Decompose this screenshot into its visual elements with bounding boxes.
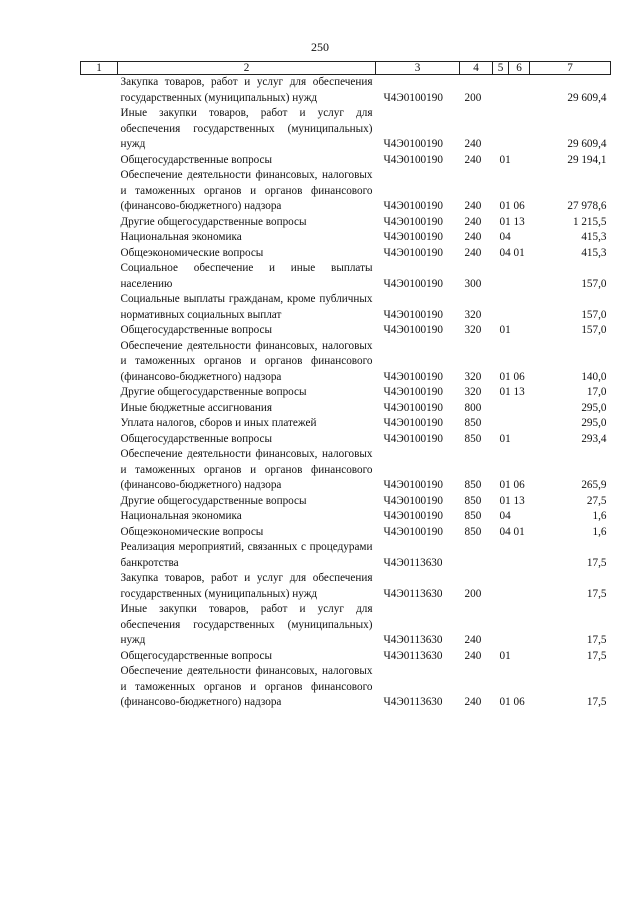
row-index-cell bbox=[81, 664, 118, 711]
row-name-cell: Обеспечение деятельности финансовых, налоговых и таможенных органов и органов финансового (финансово-бюджетного) надзора bbox=[120, 339, 373, 383]
row-code-cell: Ч4Э0100190 bbox=[383, 91, 443, 104]
row-code-cell: Ч4Э0100190 bbox=[383, 370, 443, 383]
row-expense-type-cell: 320 bbox=[464, 386, 482, 398]
row-index-cell bbox=[81, 339, 118, 386]
row-code-cell: Ч4Э0113630 bbox=[383, 556, 443, 569]
row-code-cell: Ч4Э0100190 bbox=[383, 153, 443, 166]
row-index-cell bbox=[81, 540, 118, 571]
row-index-cell bbox=[81, 323, 118, 339]
table-row bbox=[81, 447, 611, 494]
row-section-subsection-cell bbox=[493, 602, 530, 649]
row-amount-cell: 157,0 bbox=[581, 324, 607, 336]
row-amount-cell: 29 609,4 bbox=[567, 138, 607, 150]
row-index-cell bbox=[81, 571, 118, 602]
page-number: 250 bbox=[311, 40, 329, 54]
row-code-cell: Ч4Э0100190 bbox=[383, 324, 443, 336]
row-expense-type-cell: 200 bbox=[464, 91, 482, 104]
row-section-subsection-cell bbox=[493, 292, 530, 323]
row-section-subsection-cell: 01 bbox=[499, 153, 511, 166]
row-index-cell bbox=[81, 494, 118, 510]
table-row bbox=[81, 416, 611, 432]
row-expense-type-cell bbox=[460, 540, 493, 571]
row-amount-cell: 293,4 bbox=[581, 432, 607, 445]
table-header-row bbox=[81, 62, 611, 75]
table-row bbox=[81, 246, 611, 262]
row-index-cell bbox=[81, 106, 118, 153]
row-expense-type-cell: 240 bbox=[464, 138, 482, 150]
row-name-cell: Иные бюджетные ассигнования bbox=[120, 401, 272, 414]
table-row bbox=[81, 401, 611, 417]
table-row bbox=[81, 261, 611, 292]
table-row bbox=[81, 153, 611, 169]
row-name-cell: Другие общегосударственные вопросы bbox=[120, 494, 307, 507]
row-index-cell bbox=[81, 230, 118, 246]
row-section-subsection-cell: 01 13 bbox=[499, 386, 525, 398]
row-index-cell bbox=[81, 215, 118, 231]
row-name-cell: Обеспечение деятельности финансовых, налоговых и таможенных органов и органов финансового (финансово-бюджетного) надзора bbox=[120, 665, 373, 708]
row-expense-type-cell: 850 bbox=[464, 479, 482, 491]
row-code-cell: Ч4Э0100190 bbox=[383, 432, 443, 445]
row-index-cell bbox=[81, 168, 118, 215]
row-expense-type-cell: 240 bbox=[464, 649, 482, 662]
table-row bbox=[81, 525, 611, 541]
row-index-cell bbox=[81, 401, 118, 417]
row-code-cell: Ч4Э0100190 bbox=[383, 479, 443, 491]
row-expense-type-cell: 850 bbox=[464, 510, 482, 522]
row-section-subsection-cell: 01 bbox=[499, 324, 511, 336]
row-name-cell: Уплата налогов, сборов и иных платежей bbox=[120, 417, 317, 429]
row-code-cell: Ч4Э0100190 bbox=[383, 277, 443, 290]
row-name-cell: Иные закупки товаров, работ и услуг для обеспечения государственных (муниципальных) нужд bbox=[120, 107, 373, 150]
row-expense-type-cell: 850 bbox=[464, 417, 482, 429]
row-section-subsection-cell: 01 13 bbox=[499, 494, 525, 507]
row-name-cell: Закупка товаров, работ и услуг для обеспечения государственных (муниципальных) нужд bbox=[120, 572, 373, 600]
row-index-cell bbox=[81, 261, 118, 292]
header-col-4: 4 bbox=[460, 62, 493, 75]
row-section-subsection-cell: 01 06 bbox=[499, 696, 525, 708]
row-code-cell: Ч4Э0100190 bbox=[383, 231, 443, 243]
row-code-cell: Ч4Э0100190 bbox=[383, 246, 443, 259]
row-section-subsection-cell bbox=[493, 75, 530, 107]
row-amount-cell: 17,5 bbox=[586, 649, 607, 662]
header-col-1: 1 bbox=[81, 62, 118, 75]
row-section-subsection-cell bbox=[493, 571, 530, 602]
row-index-cell bbox=[81, 509, 118, 525]
row-index-cell bbox=[81, 292, 118, 323]
row-section-subsection-cell: 01 06 bbox=[499, 370, 525, 383]
row-amount-cell: 157,0 bbox=[581, 277, 607, 290]
row-amount-cell: 140,0 bbox=[581, 370, 607, 383]
row-name-cell: Национальная экономика bbox=[120, 510, 242, 522]
row-code-cell: Ч4Э0100190 bbox=[383, 525, 443, 538]
header-col-7: 7 bbox=[530, 62, 611, 75]
row-section-subsection-cell: 01 06 bbox=[499, 479, 525, 491]
row-name-cell: Иные закупки товаров, работ и услуг для обеспечения государственных (муниципальных) нужд bbox=[120, 603, 373, 646]
row-amount-cell: 29 194,1 bbox=[567, 153, 607, 166]
row-amount-cell: 27,5 bbox=[586, 494, 607, 507]
row-index-cell bbox=[81, 649, 118, 665]
row-section-subsection-cell: 01 bbox=[499, 432, 511, 445]
row-code-cell: Ч4Э0113630 bbox=[383, 696, 443, 708]
row-amount-cell: 1,6 bbox=[592, 510, 607, 522]
row-amount-cell: 295,0 bbox=[581, 417, 607, 429]
row-amount-cell: 29 609,4 bbox=[567, 91, 607, 104]
row-name-cell: Национальная экономика bbox=[120, 231, 242, 243]
row-expense-type-cell: 320 bbox=[464, 324, 482, 336]
row-name-cell: Общеэкономические вопросы bbox=[120, 525, 264, 538]
row-code-cell: Ч4Э0113630 bbox=[383, 634, 443, 646]
row-code-cell: Ч4Э0100190 bbox=[383, 386, 443, 398]
row-amount-cell: 17,0 bbox=[586, 386, 607, 398]
row-expense-type-cell: 240 bbox=[464, 231, 482, 243]
row-name-cell: Закупка товаров, работ и услуг для обеспечения государственных (муниципальных) нужд bbox=[120, 76, 373, 104]
row-code-cell: Ч4Э0113630 bbox=[383, 649, 443, 662]
row-section-subsection-cell: 01 06 bbox=[499, 200, 525, 212]
row-name-cell: Другие общегосударственные вопросы bbox=[120, 215, 307, 228]
row-name-cell: Социальное обеспечение и иные выплаты населению bbox=[120, 262, 373, 290]
header-col-2: 2 bbox=[118, 62, 376, 75]
table-row bbox=[81, 571, 611, 602]
row-amount-cell: 17,5 bbox=[586, 634, 607, 646]
table-row bbox=[81, 494, 611, 510]
row-amount-cell: 295,0 bbox=[581, 401, 607, 414]
row-section-subsection-cell bbox=[493, 416, 530, 432]
row-name-cell: Реализация мероприятий, связанных с процедурами банкротства bbox=[120, 541, 373, 569]
row-expense-type-cell: 200 bbox=[464, 587, 482, 600]
table-row bbox=[81, 432, 611, 448]
row-name-cell: Общегосударственные вопросы bbox=[120, 324, 273, 336]
row-code-cell: Ч4Э0100190 bbox=[383, 138, 443, 150]
table-row bbox=[81, 215, 611, 231]
row-amount-cell: 17,5 bbox=[586, 587, 607, 600]
row-name-cell: Общегосударственные вопросы bbox=[120, 153, 273, 166]
row-amount-cell: 415,3 bbox=[581, 246, 607, 259]
row-name-cell: Обеспечение деятельности финансовых, налоговых и таможенных органов и органов финансового (финансово-бюджетного) надзора bbox=[120, 169, 373, 212]
table-row bbox=[81, 323, 611, 339]
table-row bbox=[81, 339, 611, 386]
header-col-6: 6 bbox=[509, 62, 530, 75]
row-code-cell: Ч4Э0100190 bbox=[383, 494, 443, 507]
row-section-subsection-cell: 04 bbox=[499, 231, 511, 243]
row-amount-cell: 17,5 bbox=[586, 556, 607, 569]
row-name-cell: Обеспечение деятельности финансовых, налоговых и таможенных органов и органов финансового (финансово-бюджетного) надзора bbox=[120, 448, 373, 491]
row-amount-cell: 415,3 bbox=[581, 231, 607, 243]
table-row bbox=[81, 649, 611, 665]
row-index-cell bbox=[81, 447, 118, 494]
budget-table bbox=[80, 61, 611, 711]
row-code-cell: Ч4Э0100190 bbox=[383, 510, 443, 522]
row-amount-cell: 265,9 bbox=[581, 479, 607, 491]
row-amount-cell: 157,0 bbox=[581, 308, 607, 321]
row-section-subsection-cell bbox=[493, 401, 530, 417]
table-row bbox=[81, 509, 611, 525]
row-expense-type-cell: 240 bbox=[464, 215, 482, 228]
row-expense-type-cell: 240 bbox=[464, 200, 482, 212]
row-expense-type-cell: 800 bbox=[464, 401, 482, 414]
row-expense-type-cell: 850 bbox=[464, 432, 482, 445]
table-row bbox=[81, 664, 611, 711]
row-section-subsection-cell bbox=[493, 106, 530, 153]
row-name-cell: Социальные выплаты гражданам, кроме публичных нормативных социальных выплат bbox=[120, 293, 373, 321]
row-code-cell: Ч4Э0100190 bbox=[383, 401, 443, 414]
row-index-cell bbox=[81, 432, 118, 448]
row-amount-cell: 17,5 bbox=[586, 696, 607, 708]
row-expense-type-cell: 240 bbox=[464, 634, 482, 646]
row-name-cell: Общегосударственные вопросы bbox=[120, 432, 273, 445]
row-index-cell bbox=[81, 416, 118, 432]
row-amount-cell: 27 978,6 bbox=[567, 200, 607, 212]
row-section-subsection-cell: 04 01 bbox=[499, 525, 525, 538]
row-expense-type-cell: 240 bbox=[464, 153, 482, 166]
table-row bbox=[81, 75, 611, 107]
row-code-cell: Ч4Э0113630 bbox=[383, 587, 443, 600]
row-section-subsection-cell: 01 bbox=[499, 649, 511, 662]
row-expense-type-cell: 850 bbox=[464, 525, 482, 538]
table-row bbox=[81, 106, 611, 153]
row-code-cell: Ч4Э0100190 bbox=[383, 308, 443, 321]
row-index-cell bbox=[81, 602, 118, 649]
row-index-cell bbox=[81, 525, 118, 541]
row-amount-cell: 1 215,5 bbox=[572, 215, 607, 228]
header-col-3: 3 bbox=[376, 62, 460, 75]
row-expense-type-cell: 240 bbox=[464, 696, 482, 708]
row-code-cell: Ч4Э0100190 bbox=[383, 417, 443, 429]
row-expense-type-cell: 320 bbox=[464, 308, 482, 321]
row-index-cell bbox=[81, 153, 118, 169]
table-row bbox=[81, 292, 611, 323]
table-row bbox=[81, 602, 611, 649]
table-row bbox=[81, 230, 611, 246]
row-expense-type-cell: 320 bbox=[464, 370, 482, 383]
row-expense-type-cell: 850 bbox=[464, 494, 482, 507]
row-index-cell bbox=[81, 75, 118, 107]
row-expense-type-cell: 240 bbox=[464, 246, 482, 259]
row-expense-type-cell: 300 bbox=[464, 277, 482, 290]
row-section-subsection-cell bbox=[493, 261, 530, 292]
table-row bbox=[81, 540, 611, 571]
table-row bbox=[81, 168, 611, 215]
row-code-cell: Ч4Э0100190 bbox=[383, 215, 443, 228]
row-amount-cell: 1,6 bbox=[592, 525, 607, 538]
row-code-cell: Ч4Э0100190 bbox=[383, 200, 443, 212]
row-name-cell: Общегосударственные вопросы bbox=[120, 649, 273, 662]
row-name-cell: Другие общегосударственные вопросы bbox=[120, 386, 307, 398]
row-index-cell bbox=[81, 385, 118, 401]
row-index-cell bbox=[81, 246, 118, 262]
header-col-5: 5 bbox=[493, 62, 509, 75]
row-section-subsection-cell bbox=[493, 540, 530, 571]
row-section-subsection-cell: 01 13 bbox=[499, 215, 525, 228]
row-section-subsection-cell: 04 bbox=[499, 510, 511, 522]
row-name-cell: Общеэкономические вопросы bbox=[120, 246, 264, 259]
row-section-subsection-cell: 04 01 bbox=[499, 246, 525, 259]
table-row bbox=[81, 385, 611, 401]
